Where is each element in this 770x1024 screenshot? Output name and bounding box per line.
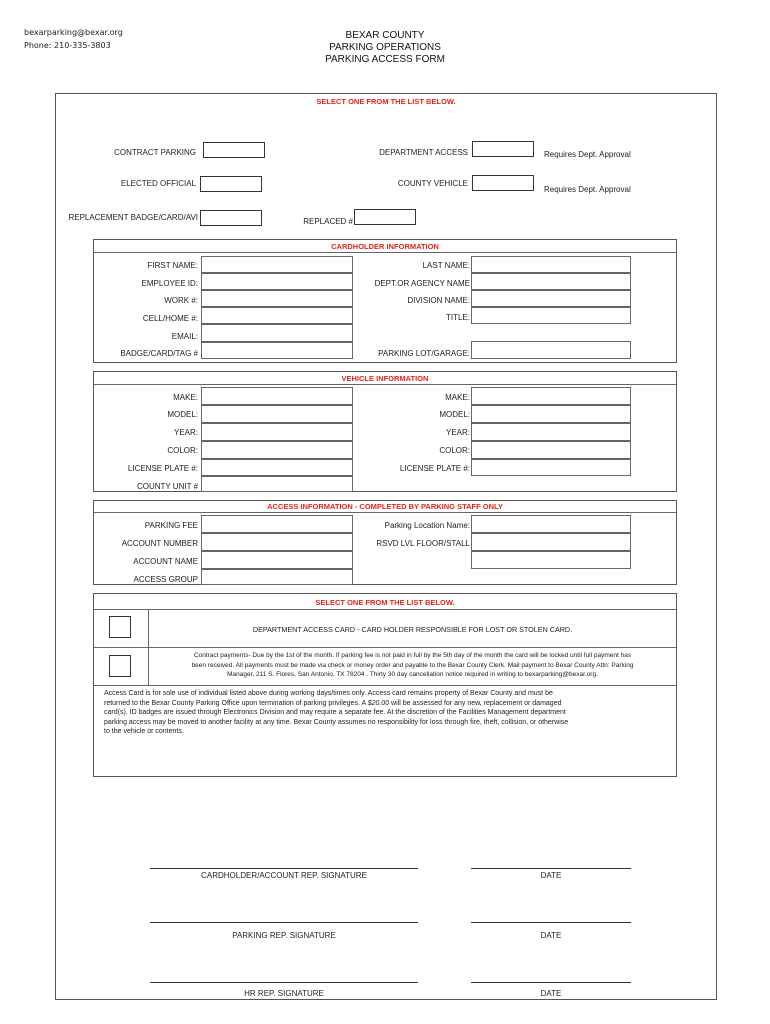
option-department-access-text: DEPARTMENT ACCESS CARD - CARD HOLDER RESPONSIBLE FOR LOST OR STOLEN CARD.: [252, 625, 573, 634]
options-terms-divider: [93, 685, 677, 686]
vehicle1-color-field[interactable]: [201, 441, 353, 459]
account-name-field[interactable]: [201, 551, 353, 569]
cardholder-signature-line[interactable]: [150, 868, 418, 869]
last-name-label: LAST NAME:: [422, 261, 470, 270]
requires-approval-2: Requires Dept. Approval: [544, 185, 631, 194]
access-header-divider: [93, 512, 677, 513]
title-label: TITLE:: [445, 313, 470, 322]
vehicle-header-divider: [93, 384, 677, 385]
header-line3: PARKING ACCESS FORM: [325, 54, 445, 65]
rsvd-label: RSVD LVL FLOOR/STALL: [376, 539, 470, 548]
vehicle2-color-field[interactable]: [471, 441, 631, 459]
vehicle2-make-field[interactable]: [471, 387, 631, 405]
replaced-field[interactable]: [354, 209, 416, 225]
contact-phone: Phone: 210-335-3803: [24, 41, 111, 50]
hr-rep-date-line[interactable]: [471, 982, 631, 983]
vehicle1-model-field[interactable]: [201, 405, 353, 423]
email-field[interactable]: [201, 324, 353, 342]
vehicle1-plate-label: LICENSE PLATE #:: [127, 464, 198, 473]
terms-line2: [104, 699, 674, 709]
department-access-label: DEPARTMENT ACCESS: [379, 148, 468, 157]
terms-line1: Access Card is for sole use of individual listed above during working days/times only. Access card remains property of Bexar County and must be: [104, 690, 553, 697]
vehicle2-color-label: COLOR:: [439, 446, 470, 455]
cell-home-field[interactable]: [201, 307, 353, 324]
terms-text: [104, 689, 674, 737]
last-name-field[interactable]: [471, 256, 631, 273]
terms-line2b: will be assessed for any new, replacement or damaged: [389, 699, 562, 707]
hr-rep-date-label: DATE: [540, 989, 562, 998]
access-group-label: ACCESS GROUP: [133, 575, 198, 584]
division-field[interactable]: [471, 290, 631, 307]
first-name-field[interactable]: [201, 256, 353, 273]
rsvd-extra-field[interactable]: [471, 551, 631, 569]
parking-location-label: Parking Location Name:: [384, 521, 470, 530]
cardholder-date-line[interactable]: [471, 868, 631, 869]
terms-line3: card(s). ID badges are issued through Electronics Division and may require a separate fee. At the discretion of the Facilities Management department: [104, 709, 566, 717]
replaced-label: REPLACED #: [303, 217, 353, 226]
header-line1: BEXAR COUNTY: [345, 30, 425, 41]
vehicle2-make-label: MAKE:: [445, 393, 470, 402]
parking-location-field[interactable]: [471, 515, 631, 533]
county-vehicle-label: COUNTY VEHICLE: [397, 179, 468, 188]
option2-line3: Manager, 211 S. Flores, San Antonio, TX 78204 . Thirty 30 day cancellation notice required in writing to bexarparking@bexar.org.: [227, 671, 598, 679]
header-line2: PARKING OPERATIONS: [329, 42, 441, 53]
parking-rep-signature-line[interactable]: [150, 922, 418, 923]
contract-parking-checkbox[interactable]: [203, 142, 265, 158]
cardholder-signature-label: CARDHOLDER/ACCOUNT REP. SIGNATURE: [201, 871, 367, 880]
elected-official-checkbox[interactable]: [200, 176, 262, 192]
vehicle2-year-field[interactable]: [471, 423, 631, 441]
option2-line2: been received. All payments must be made via check or money order and payable to the Bexar County Clerk. Mail payment to Bexar County Attn: Parking: [191, 661, 634, 669]
terms-line2a: returned to the Bexar County Parking Office upon termination of parking privileges. A: [104, 699, 368, 707]
replacement-checkbox[interactable]: [200, 210, 262, 226]
hr-rep-signature-line[interactable]: [150, 982, 418, 983]
option-contract-payment-text: [150, 651, 675, 680]
parking-fee-label: PARKING FEE: [144, 521, 198, 530]
account-name-label: ACCOUNT NAME: [133, 557, 198, 566]
cell-home-label: CELL/HOME #:: [142, 314, 198, 323]
cardholder-date-label: DATE: [540, 871, 562, 880]
options-header-divider: [93, 609, 677, 610]
elected-official-label: ELECTED OFFICIAL: [120, 179, 196, 188]
vehicle1-year-label: YEAR:: [173, 428, 198, 437]
division-label: DIVISION NAME:: [407, 296, 470, 305]
account-number-label: ACCOUNT NUMBER: [121, 539, 198, 548]
vehicle1-color-label: COLOR:: [167, 446, 198, 455]
terms-line4: parking access may be moved to another facility at any time. Bexar County assumes no responsibility for loss through fire, theft, collision, or otherwise: [104, 718, 569, 726]
option-contract-payment-checkbox[interactable]: [109, 655, 131, 677]
parking-lot-field[interactable]: [471, 341, 631, 359]
parking-rep-date-label: DATE: [540, 931, 562, 940]
parking-fee-field[interactable]: [201, 515, 353, 533]
badge-label: BADGE/CARD/TAG #: [120, 349, 198, 358]
county-vehicle-checkbox[interactable]: [472, 175, 534, 191]
selection-heading: SELECT ONE FROM THE LIST BELOW.: [316, 97, 456, 106]
cardholder-heading: CARDHOLDER INFORMATION: [331, 242, 439, 251]
employee-id-label: EMPLOYEE ID:: [141, 279, 198, 288]
access-heading: ACCESS INFORMATION - COMPLETED BY PARKING STAFF ONLY: [267, 502, 503, 511]
option-department-access-checkbox[interactable]: [109, 616, 131, 638]
parking-rep-date-line[interactable]: [471, 922, 631, 923]
parking-lot-label: PARKING LOT/GARAGE:: [378, 349, 470, 358]
options-row-divider: [93, 647, 677, 648]
employee-id-field[interactable]: [201, 273, 353, 290]
hr-rep-signature-label: HR REP. SIGNATURE: [244, 989, 324, 998]
terms-fee: $20.00: [367, 699, 390, 707]
work-phone-field[interactable]: [201, 290, 353, 307]
cardholder-header-divider: [93, 252, 677, 253]
options-heading: SELECT ONE FROM THE LIST BELOW.: [315, 598, 455, 607]
replacement-label: REPLACEMENT BADGE/CARD/AVI: [68, 213, 198, 222]
contract-parking-label: CONTRACT PARKING: [114, 148, 196, 157]
account-number-field[interactable]: [201, 533, 353, 551]
vehicle1-model-label: MODEL:: [167, 410, 198, 419]
title-field[interactable]: [471, 307, 631, 324]
work-phone-label: WORK #:: [164, 296, 198, 305]
badge-field[interactable]: [201, 342, 353, 359]
vehicle2-plate-label: LICENSE PLATE #:: [399, 464, 470, 473]
first-name-label: FIRST NAME:: [147, 261, 198, 270]
county-unit-field[interactable]: [201, 476, 353, 492]
requires-approval-1: Requires Dept. Approval: [544, 150, 631, 159]
dept-agency-field[interactable]: [471, 273, 631, 290]
vehicle1-plate-field[interactable]: [201, 459, 353, 476]
vehicle2-year-label: YEAR:: [445, 428, 470, 437]
vehicle1-make-field[interactable]: [201, 387, 353, 405]
parking-rep-signature-label: PARKING REP. SIGNATURE: [232, 931, 336, 940]
access-group-field[interactable]: [201, 569, 353, 585]
vehicle2-model-field[interactable]: [471, 405, 631, 423]
vehicle1-year-field[interactable]: [201, 423, 353, 441]
vehicle-heading: VEHICLE INFORMATION: [341, 374, 429, 383]
rsvd-field[interactable]: [471, 533, 631, 551]
department-access-checkbox[interactable]: [472, 141, 534, 157]
email-label: EMAIL:: [171, 332, 198, 341]
vehicle2-model-label: MODEL:: [439, 410, 470, 419]
dept-agency-label: DEPT.OR AGENCY NAME: [374, 279, 470, 288]
option2-line1: Contract payments- Due by the 1st of the month. If parking fee is not paid in full by the 5th day of the month the card will be locked until full payment has: [193, 652, 632, 659]
vehicle2-plate-field[interactable]: [471, 459, 631, 476]
terms-line5: to the vehicle or contents.: [104, 728, 184, 736]
vehicle1-make-label: MAKE:: [173, 393, 198, 402]
county-unit-label: COUNTY UNIT #: [136, 482, 198, 491]
contact-email: bexarparking@bexar.org: [24, 28, 123, 37]
